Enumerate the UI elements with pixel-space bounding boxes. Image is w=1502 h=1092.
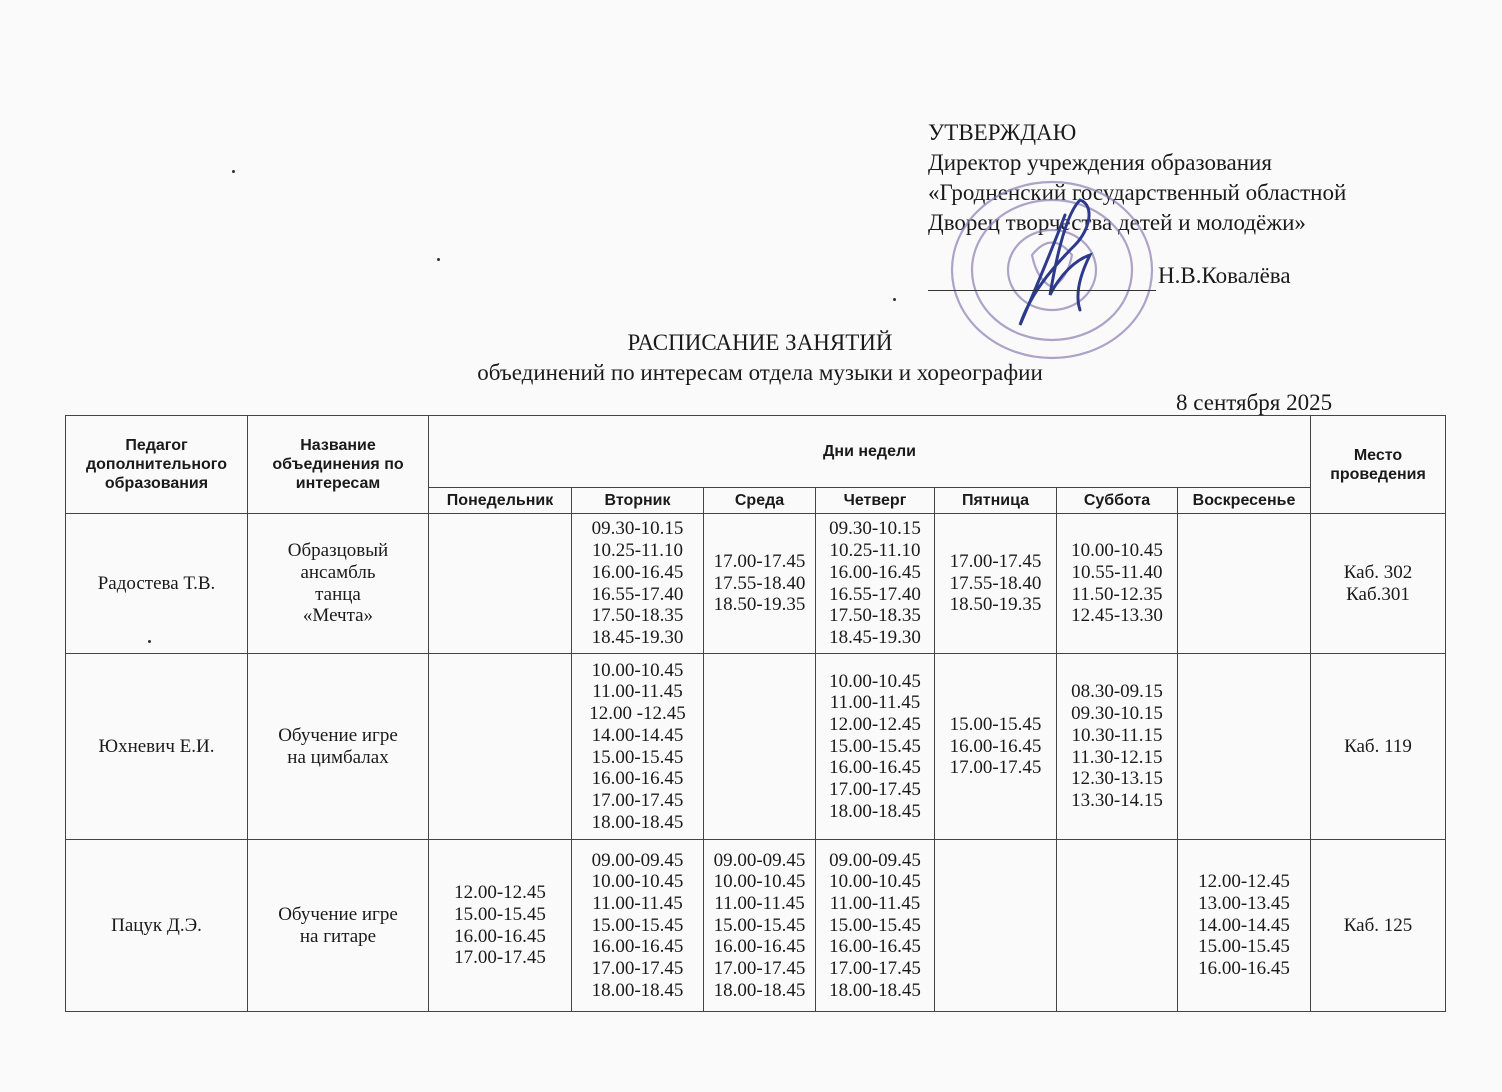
- time-slot: 16.00-16.45: [949, 735, 1042, 757]
- time-slot: 16.00-16.45: [829, 936, 921, 958]
- approval-institution-1: «Гродненский государственный областной: [928, 180, 1347, 205]
- place-cell: [1311, 654, 1446, 840]
- room-label: Каб.301: [1346, 583, 1410, 605]
- time-slot: 08.30-09.15: [1071, 681, 1163, 703]
- time-slot: 16.00-16.45: [713, 936, 806, 958]
- time-slot: 13.00-13.45: [1198, 892, 1290, 914]
- time-slot: 16.00-16.45: [591, 768, 684, 790]
- time-slot: 15.00-15.45: [829, 914, 921, 936]
- header-saturday: Суббота: [1057, 488, 1178, 514]
- time-slot: 10.00-10.45: [1071, 540, 1163, 562]
- day-slots-cell: [1178, 654, 1311, 840]
- time-slot: 11.00-11.45: [714, 892, 805, 914]
- time-slot: 17.00-17.45: [591, 789, 684, 811]
- time-slot: 17.00-17.45: [713, 550, 806, 572]
- time-slot: 09.30-10.15: [1071, 703, 1163, 725]
- document-subtitle: объединений по интересам отдела музыки и хореографии: [477, 360, 1043, 385]
- signer-name: Н.В.Ковалёва: [1158, 263, 1291, 288]
- header-monday: Понедельник: [429, 488, 572, 514]
- time-slot: 10.25-11.10: [591, 540, 684, 562]
- place-cell: [1311, 514, 1446, 654]
- time-slot: 16.00-16.45: [454, 925, 546, 947]
- time-slot: 15.00-15.45: [713, 914, 806, 936]
- time-slot: 15.00-15.45: [591, 746, 684, 768]
- day-slots-cell: [429, 514, 572, 654]
- time-slot: 11.00-11.45: [592, 681, 683, 703]
- time-slot: 12.45-13.30: [1071, 605, 1163, 627]
- time-slot: 16.00-16.45: [1198, 958, 1290, 980]
- time-slot: 17.55-18.40: [713, 572, 806, 594]
- room-label: Каб. 125: [1343, 914, 1413, 936]
- day-slots-cell: [935, 654, 1057, 840]
- time-slot: 13.30-14.15: [1071, 789, 1163, 811]
- header-days: Дни недели: [429, 416, 1311, 488]
- time-slot: 17.00-17.45: [949, 757, 1042, 779]
- time-slot: 11.50-12.35: [1071, 583, 1163, 605]
- time-slot: 11.00-11.45: [592, 892, 683, 914]
- teacher-cell: Пацук Д.Э.: [66, 840, 248, 1012]
- day-slots-cell: [1057, 654, 1178, 840]
- time-slot: 15.00-15.45: [949, 713, 1042, 735]
- teacher-cell: Юхневич Е.И.: [66, 654, 248, 840]
- time-slot: 15.00-15.45: [1198, 936, 1290, 958]
- day-slots-cell: [1178, 514, 1311, 654]
- time-slot: 15.00-15.45: [454, 903, 546, 925]
- time-slot: 09.00-09.45: [591, 849, 684, 871]
- time-slot: 09.00-09.45: [713, 849, 806, 871]
- time-slot: 18.00-18.45: [591, 979, 684, 1001]
- time-slot: 10.00-10.45: [713, 871, 806, 893]
- time-slot: 17.50-18.35: [829, 605, 921, 627]
- time-slot: 14.00-14.45: [1198, 914, 1290, 936]
- approval-heading: УТВЕРЖДАЮ: [928, 120, 1077, 145]
- time-slot: 16.00-16.45: [829, 561, 921, 583]
- time-slot: 17.00-17.45: [829, 779, 921, 801]
- day-slots-cell: [1057, 514, 1178, 654]
- day-slots-cell: [704, 840, 816, 1012]
- time-slot: 17.00-17.45: [949, 550, 1042, 572]
- time-slot: 12.00-12.45: [829, 713, 921, 735]
- group-cell: Обучение игре на цимбалах: [248, 654, 429, 840]
- time-slot: 11.00-11.45: [829, 692, 921, 714]
- place-cell: [1311, 840, 1446, 1012]
- header-thursday: Четверг: [816, 488, 935, 514]
- time-slot: 18.00-18.45: [829, 979, 921, 1001]
- time-slot: 16.55-17.40: [591, 583, 684, 605]
- day-slots-cell: [816, 654, 935, 840]
- day-slots-cell: [816, 514, 935, 654]
- day-slots-cell: [935, 840, 1057, 1012]
- time-slot: 18.45-19.30: [591, 626, 684, 648]
- time-slot: 09.30-10.15: [591, 518, 684, 540]
- time-slot: 12.00 -12.45: [589, 703, 686, 725]
- time-slot: 10.00-10.45: [591, 659, 684, 681]
- time-slot: 17.00-17.45: [713, 958, 806, 980]
- day-slots-cell: [572, 840, 704, 1012]
- time-slot: 17.50-18.35: [591, 605, 684, 627]
- time-slot: 10.00-10.45: [591, 871, 684, 893]
- time-slot: 11.00-11.45: [829, 892, 921, 914]
- time-slot: 12.30-13.15: [1071, 768, 1163, 790]
- header-group: Название объединения по интересам: [248, 416, 429, 514]
- speck: [893, 298, 896, 301]
- speck: [232, 170, 235, 173]
- time-slot: 12.00-12.45: [454, 882, 546, 904]
- signature-icon: [980, 175, 1160, 345]
- signature-line: [928, 290, 1156, 291]
- time-slot: 16.00-16.45: [829, 757, 921, 779]
- time-slot: 16.00-16.45: [591, 936, 684, 958]
- day-slots-cell: [935, 514, 1057, 654]
- speck: [148, 640, 151, 643]
- time-slot: 18.50-19.35: [713, 594, 806, 616]
- day-slots-cell: [704, 514, 816, 654]
- day-slots-cell: [1178, 840, 1311, 1012]
- time-slot: 10.00-10.45: [829, 670, 921, 692]
- day-slots-cell: [1057, 840, 1178, 1012]
- day-slots-cell: [429, 840, 572, 1012]
- time-slot: 12.00-12.45: [1198, 871, 1290, 893]
- day-slots-cell: [572, 514, 704, 654]
- day-slots-cell: [572, 654, 704, 840]
- time-slot: 09.30-10.15: [829, 518, 921, 540]
- day-slots-cell: [429, 654, 572, 840]
- approval-institution-2: Дворец творчества детей и молодёжи»: [928, 210, 1306, 235]
- document-title: РАСПИСАНИЕ ЗАНЯТИЙ: [627, 330, 893, 355]
- day-slots-cell: [816, 840, 935, 1012]
- header-friday: Пятница: [935, 488, 1057, 514]
- header-place: Место проведения: [1311, 416, 1446, 514]
- document-date: 8 сентября 2025: [1176, 390, 1333, 415]
- time-slot: 10.00-10.45: [829, 871, 921, 893]
- header-sunday: Воскресенье: [1178, 488, 1311, 514]
- time-slot: 18.00-18.45: [829, 800, 921, 822]
- time-slot: 10.55-11.40: [1071, 561, 1163, 583]
- teacher-cell: Радостева Т.В.: [66, 514, 248, 654]
- header-tuesday: Вторник: [572, 488, 704, 514]
- group-cell: Обучение игре на гитаре: [248, 840, 429, 1012]
- table-row: [66, 840, 1446, 1012]
- schedule-table: [65, 415, 1446, 1012]
- speck: [437, 258, 440, 261]
- time-slot: 16.55-17.40: [829, 583, 921, 605]
- time-slot: 11.30-12.15: [1071, 746, 1163, 768]
- time-slot: 17.55-18.40: [949, 572, 1042, 594]
- time-slot: 17.00-17.45: [591, 958, 684, 980]
- header-teacher: Педагог дополнительного образования: [66, 416, 248, 514]
- time-slot: 17.00-17.45: [829, 958, 921, 980]
- room-label: Каб. 119: [1344, 735, 1412, 757]
- group-cell: Образцовый ансамбль танца «Мечта»: [248, 514, 429, 654]
- time-slot: 18.00-18.45: [591, 811, 684, 833]
- table-row: [66, 514, 1446, 654]
- time-slot: 18.50-19.35: [949, 594, 1042, 616]
- day-slots-cell: [704, 654, 816, 840]
- time-slot: 17.00-17.45: [454, 947, 546, 969]
- room-label: Каб. 302: [1343, 561, 1413, 583]
- time-slot: 09.00-09.45: [829, 849, 921, 871]
- time-slot: 14.00-14.45: [591, 724, 684, 746]
- time-slot: 16.00-16.45: [591, 561, 684, 583]
- approval-position: Директор учреждения образования: [928, 150, 1272, 175]
- time-slot: 18.00-18.45: [713, 979, 806, 1001]
- table-row: [66, 654, 1446, 840]
- time-slot: 10.30-11.15: [1071, 724, 1163, 746]
- time-slot: 15.00-15.45: [829, 735, 921, 757]
- time-slot: 18.45-19.30: [829, 626, 921, 648]
- header-wednesday: Среда: [704, 488, 816, 514]
- time-slot: 10.25-11.10: [829, 540, 921, 562]
- time-slot: 15.00-15.45: [591, 914, 684, 936]
